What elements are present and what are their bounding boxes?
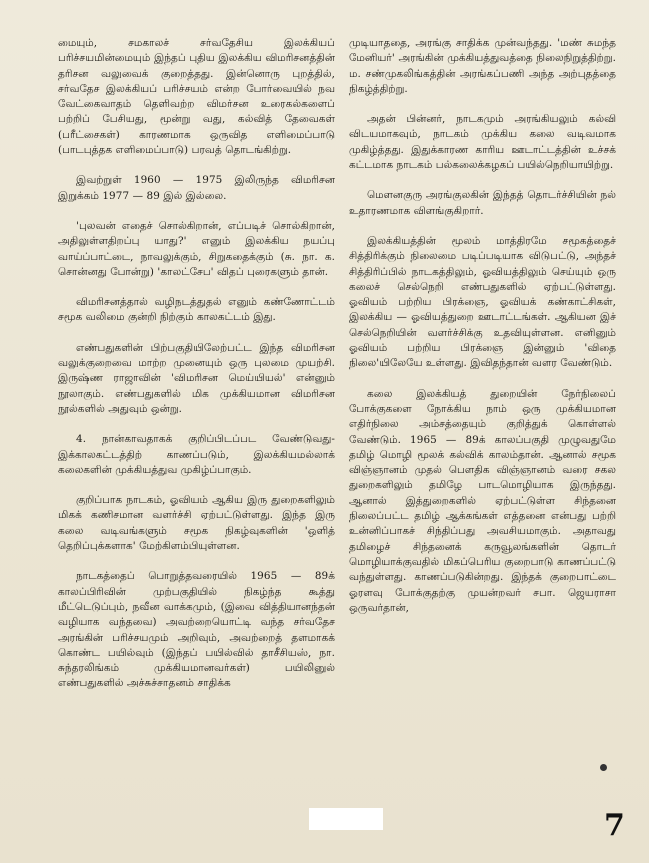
paragraph: 'புலவன் எதைச் சொல்கிறான், எப்படிச் சொல்கிறான், அதிலுள்ளதிறப்பு யாது?' எனும் இலக்கிய நயப்பு வாய்ப்பாட்டை, நாவலுக்கும், சிறுகதைக்கும் (சு. நா. க. சொன்னது போன்று) 'காலட்சேப' விதப் புரைகளும் தான். — [58, 219, 335, 278]
paragraph: கலை இலக்கியத் துறையின் நேர்நிலைப் போக்குகளை நோக்கிய நாம் ஒரு முக்கியமான எதிர்நிலை அம்சத்தையும் குறித்துக் கொள்ளல் வேண்டும். 1965 — 89க் காலப்பகுதி முழுவதுமே தமிழ் மொழி மூலக் கல்விக் காலம்தான். ஆனால் சமூக விஞ்ஞானம் முதல் பௌதிக விஞ்ஞானம் வரை சகல துறைகளிலும் தமிழே பாடமொழியாக இருந்தது. ஆனால் இத்துறைகளில் ஏற்பட்டுள்ள சிந்தனை நிலைப்பட்ட தமிழ் ஆக்கங்கள் எத்தனை என்பது பற்றி உன்னிப்பாகச் சிந்திப்பது அவசியமாகும். அதாவது தமிழைச் சிந்தனைக் கருவூலங்களின் தொடர் மொழியாக்குவதில் மிகப்பெரிய குறைபாடு காணப்பட்டு வந்துள்ளது. காணப்படுகின்றது. இந்தக் குறைபாட்டை ஓரளவு போக்குதற்கு முயன்றவர் சபா. ஜெயராசா ஒருவர்தான், — [349, 387, 616, 614]
paragraph: முடியாததை, அரங்கு சாதிக்க முன்வந்தது. 'மண் சுமந்த மேனியர்' அரங்கின் முக்கியத்துவத்தை நிலைநிறுத்திற்று. ம. சண்முகலிங்கத்தின் அரங்கப்பணி அந்த அற்புதத்தை நிகழ்த்திற்று. — [349, 37, 616, 95]
left-text-column — [58, 36, 335, 816]
paragraph: 4. நான்காவதாகக் குறிப்பிடப்பட வேண்டுவது- இக்காலகட்டத்திற் காணப்படும், இலக்கியமல்லாக் கலைகளின் முக்கியத்துவ முகிழ்ப்பாகும். — [58, 433, 335, 476]
paragraph: இலக்கியத்தின் மூலம் மாத்திரமே சமூகத்தைச் சித்திரிக்கும் நிலைமை படிப்படியாக விடுபட்டு, அந்தச் சித்திரிப்பில் நாடகத்திலும், ஓவியத்திலும் செய்யும் ஒரு கலைச் செல்நெறி எண்பதுகளில் ஏற்பட்டுள்ளது. ஓவியம் பற்றிய பிரக்ஞை, ஓவியக் கண்காட்சிகள், இலக்கிய — ஓவியத்துறை ஊடாட்டங்கள். ஆகியன இச் செல்நெறியின் வளர்ச்சிக்கு உதவியுள்ளன. எனினும் ஓவியம் பற்றிய பிரக்ஞை இன்னும் 'விதை நிலை'யிலேயே உள்ளது. இவிதந்தான் வளர வேண்டும். — [349, 234, 616, 370]
paragraph: நாடகத்தைப் பொறுத்தவரையில் 1965 — 89க் காலப்பிரிவின் முற்பகுதியில் நிகழ்ந்த கூத்து மீட்டெடுப்பும், நவீன வாக்கமும், (இவை வித்தியானந்தன் வழியாக வந்தவை) அவற்றையொட்டி வந்த சர்வதேச அரங்கின் பரிச்சயமும் அறிவும், அவற்றைத் தளமாகக் கொண்ட பயில்வும் (இந்தப் பயில்வில் தாசீசியஸ், நா. சுந்தரலிங்கம் முக்கியமானவர்கள்) பயிலினுல் எண்பதுகளில் அச்சுச்சாதனம் சாதிக்க — [58, 570, 335, 690]
blank-label-box — [309, 808, 383, 830]
bullet-mark — [600, 764, 607, 771]
paragraph: இவற்றுள் 1960 — 1975 இலிருந்த விமரிசன இறுக்கம் 1977 — 89 இல் இல்லை. — [58, 174, 335, 202]
paragraph: எண்பதுகளின் பிற்பகுதியிலேற்பட்ட இந்த விமரிசன வலுக்குறைவை மாற்ற முனையும் ஒரு புலமை முயற்சி. இருஷ்ண ராஜாவின் 'விமரிசன மெய்யியல்' என்னும் நூலாகும். எண்பதுகளில் மிக முக்கியமான விமரிசன நூல்களில் அதுவும் ஒன்று. — [58, 341, 335, 415]
paragraph: மையும், சமகாலச் சர்வதேசிய இலக்கியப் பரிச்சயமின்மையும் இந்தப் புதிய இலக்கிய விமரிசனத்தின் தரிசன வலுவைக் குறைத்தது. இன்னொரு புறத்தில், சர்வதேச இலக்கியப் பரிச்சயம் என்ற போர்வையில் நவ வேட்கைவாதம் தெளிவற்ற விமர்சன உரைகல்களைப் பற்றிப் பேசியது, மூன்று வது, கல்வித் தேவைகள் (பரீட்சைகள்) காரணமாக ஒருவித எளிமைப்பாடு (பாடபுத்தக எளிமைப்பாடு) பரவத் தொடங்கிற்று. — [58, 37, 335, 157]
paragraph: விமரிசனத்தால் வழிநடத்துதல் எனும் கண்ணோட்டம் சமூக வலிமை குன்றி நிற்கும் காலகட்டம் இது. — [58, 296, 335, 324]
paragraph: குறிப்பாக நாடகம், ஓவியம் ஆகிய இரு துறைகளிலும் மிகக் கணிசமான வளர்ச்சி ஏற்பட்டுள்ளது. இந்த இரு கலை வடிவங்களும் சமூக நிகழ்வுகளின் 'ஒளித் தெறிப்புக்களாக' மேற்கிளம்பியுள்ளன. — [58, 494, 335, 553]
paragraph: அதன் பின்னர், நாடகமும் அரங்கியலும் கல்வி விடயமாகவும், நாடகம் முக்கிய கலை வடிவமாக முகிழ்த்தது. இதுக்காரண காரிய ஊடாட்டத்தின் உச்சக் கட்டமாக நாடகம் பல்கலைக்கழகப் பயில்நெறியாயிற்று. — [349, 113, 616, 172]
paragraph: மௌனகுரு அரங்குலகின் இந்தத் தொடர்ச்சியின் நல் உதாரணமாக விளங்குகிறார். — [349, 189, 616, 217]
right-text-column — [349, 36, 616, 776]
page-number: 7 — [604, 808, 625, 843]
